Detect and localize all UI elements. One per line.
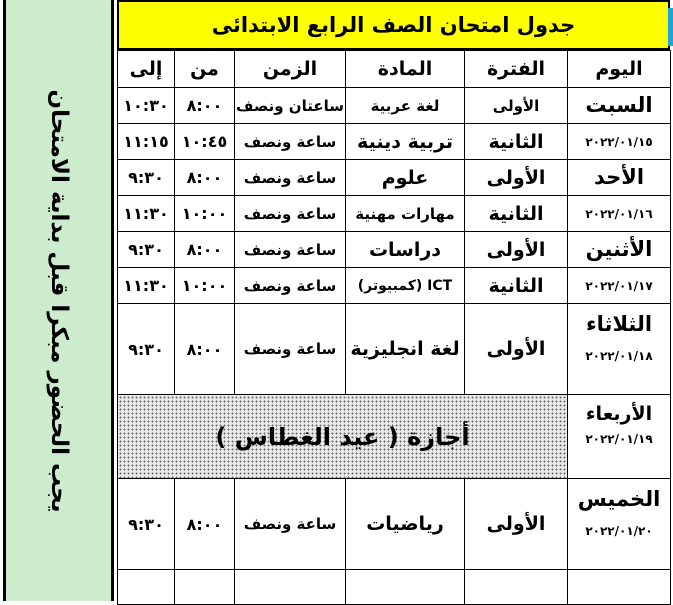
empty-cell <box>346 570 465 605</box>
day-name-saturday: السبت <box>568 88 671 124</box>
cell-period: الأولى <box>465 479 568 570</box>
cell-duration: ساعة ونصف <box>235 304 346 395</box>
cell-from: ١٠:٤٥ <box>175 124 235 160</box>
header-subject: المادة <box>346 51 465 88</box>
day-date-tuesday: ٢٠٢٢/٠١/١٨ <box>585 349 653 364</box>
cell-to: ٩:٣٠ <box>118 232 175 268</box>
schedule-title: جدول امتحان الصف الرابع الابتدائى <box>117 0 670 50</box>
cell-to: ١١:٣٠ <box>118 268 175 304</box>
table-row <box>118 124 671 160</box>
empty-cell <box>568 570 671 605</box>
cell-to: ١١:١٥ <box>118 124 175 160</box>
cell-duration: ساعة ونصف <box>235 268 346 304</box>
cell-duration: ساعة ونصف <box>235 232 346 268</box>
cell-period: الثانية <box>465 124 568 160</box>
cell-to: ٩:٣٠ <box>118 304 175 395</box>
table-row <box>118 196 671 232</box>
sidebar-note-text: يجب الحضور مبكرا قبل بداية الامتحان <box>45 88 72 513</box>
table-row <box>118 479 671 570</box>
header-from: من <box>175 51 235 88</box>
cell-from: ١٠:٠٠ <box>175 196 235 232</box>
cell-duration: ساعة ونصف <box>235 479 346 570</box>
holiday-cell <box>118 395 568 479</box>
day-name-tuesday: الثلاثاء <box>585 312 653 336</box>
cell-from: ٨:٠٠ <box>175 304 235 395</box>
header-row <box>118 51 671 88</box>
cell-subject: ICT (كمبيوتر) <box>346 268 465 304</box>
cell-subject: دراسات <box>346 232 465 268</box>
day-cell-tuesday <box>568 304 671 395</box>
day-name-thursday: الخميس <box>577 487 661 511</box>
header-period: الفترة <box>465 51 568 88</box>
cell-subject: رياضيات <box>346 479 465 570</box>
cell-duration: ساعة ونصف <box>235 124 346 160</box>
empty-cell <box>175 570 235 605</box>
cell-period: الثانية <box>465 268 568 304</box>
schedule-table <box>117 50 671 605</box>
cell-subject: لغة انجليزية <box>346 304 465 395</box>
day-name-sunday: الأحد <box>568 160 671 196</box>
day-name-monday: الأثنين <box>568 232 671 268</box>
table-row <box>118 160 671 196</box>
table-row <box>118 232 671 268</box>
cell-period: الأولى <box>465 160 568 196</box>
cell-duration: ساعة ونصف <box>235 196 346 232</box>
day-cell-thursday <box>568 479 671 570</box>
cell-to: ٩:٣٠ <box>118 160 175 196</box>
empty-cell <box>235 570 346 605</box>
cell-period: الأولى <box>465 232 568 268</box>
header-duration: الزمن <box>235 51 346 88</box>
cell-period: الأولى <box>465 304 568 395</box>
sidebar-note-panel <box>3 0 114 601</box>
table-row <box>118 395 671 479</box>
cell-to: ٩:٣٠ <box>118 479 175 570</box>
day-date-thursday: ٢٠٢٢/٠١/٢٠ <box>585 524 653 539</box>
empty-cell <box>465 570 568 605</box>
holiday-text: أجازة ( عيد الغطاس ) <box>215 422 470 451</box>
header-to: إلى <box>118 51 175 88</box>
cell-from: ٨:٠٠ <box>175 88 235 124</box>
cell-period: الثانية <box>465 196 568 232</box>
table-row <box>118 268 671 304</box>
spreadsheet-edge-accent <box>668 8 673 46</box>
empty-row <box>118 570 671 605</box>
day-date-saturday: ٢٠٢٢/٠١/١٥ <box>568 124 671 160</box>
cell-subject: تربية دينية <box>346 124 465 160</box>
day-date-sunday: ٢٠٢٢/٠١/١٦ <box>568 196 671 232</box>
cell-duration: ساعتان ونصف <box>235 88 346 124</box>
cell-subject: لغة عربية <box>346 88 465 124</box>
cell-subject: علوم <box>346 160 465 196</box>
exam-schedule <box>117 0 670 601</box>
table-row <box>118 88 671 124</box>
cell-from: ٨:٠٠ <box>175 479 235 570</box>
cell-period: الأولى <box>465 88 568 124</box>
table-row <box>118 304 671 395</box>
cell-from: ١٠:٠٠ <box>175 268 235 304</box>
day-date-wednesday: ٢٠٢٢/٠١/١٩ <box>585 431 653 446</box>
day-date-monday: ٢٠٢٢/٠١/١٧ <box>568 268 671 304</box>
cell-duration: ساعة ونصف <box>235 160 346 196</box>
empty-cell <box>118 570 175 605</box>
day-name-wednesday: الأربعاء <box>585 403 653 425</box>
cell-from: ٨:٠٠ <box>175 160 235 196</box>
cell-to: ١١:٣٠ <box>118 196 175 232</box>
cell-subject: مهارات مهنية <box>346 196 465 232</box>
header-day: اليوم <box>568 51 671 88</box>
day-cell-wednesday <box>568 395 671 479</box>
cell-to: ١٠:٣٠ <box>118 88 175 124</box>
cell-from: ٨:٠٠ <box>175 232 235 268</box>
